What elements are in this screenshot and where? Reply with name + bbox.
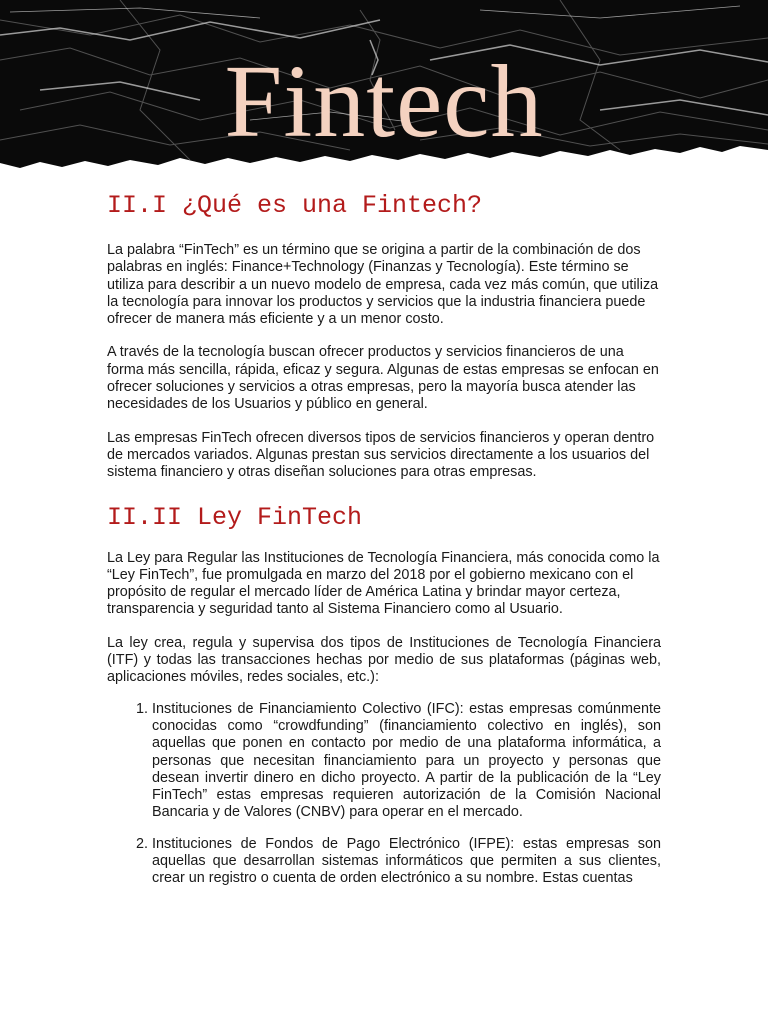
section-heading-what-is-fintech: II.I ¿Qué es una Fintech?	[107, 191, 483, 220]
paragraph: Las empresas FinTech ofrecen diversos tipos de servicios financieros y operan dentro de mercados variados. Algunas prestan sus servicios directamente a los usuarios del sistema financiero y otras diseñan soluciones para otras empresas.	[107, 429, 655, 481]
header-banner	[0, 0, 768, 185]
itf-types-list	[107, 701, 661, 888]
document-body	[107, 190, 661, 888]
banner-title: Fintech	[224, 44, 544, 159]
section-heading-ley-fintech: II.II Ley FinTech	[107, 502, 363, 532]
paragraph: A través de la tecnología buscan ofrecer productos y servicios financieros de una forma más sencilla, rápida, eficaz y segura. Algunas de estas empresas se enfocan en ofrecer soluciones y servicios a otras empresas, pero la mayoría busca atender las necesidades de los Usuarios y público en general.	[107, 344, 659, 413]
paragraph: La Ley para Regular las Instituciones de Tecnología Financiera, más conocida como la “Ley FinTech”, fue promulgada en marzo del 2018 por el gobierno mexicano con el propósito de regular el mercado líder de América Latina y brindar mayor certeza, transparencia y seguridad tanto al Sistema Financiero como al Usuario.	[107, 549, 660, 618]
list-item: 1. Instituciones de Financiamiento Colectivo (IFC): estas empresas comúnmente conocidas como “crowdfunding” (financiamiento colectivo en inglés), son aquellas que ponen en contacto por medio de una plataforma informática, a personas que necesitan financiamiento para un proyecto y personas que desean invertir dinero en dicho proyecto. A partir de la publicación de la “Ley FinTech” estas empresas requieren autorización de la Comisión Nacional Bancaria y de Valores (CNBV) para operar en el mercado.	[152, 701, 661, 822]
list-item: 2. Instituciones de Fondos de Pago Electrónico (IFPE): estas empresas son aquellas que desarrollan sistemas informáticos que permiten a sus clientes, crear un registro o cuenta de orden electrónico a su nombre. Estas cuentas	[152, 836, 661, 888]
paragraph: La ley crea, regula y supervisa dos tipos de Instituciones de Tecnología Financiera (ITF) y todas las transacciones hechas por medio de sus plataformas (páginas web, aplicaciones móviles, redes sociales, etc.):	[107, 634, 661, 686]
paragraph: La palabra “FinTech” es un término que se origina a partir de la combinación de dos palabras en inglés: Finance+Technology (Finanzas y Tecnología). Este término se utiliza para describir a un nuevo modelo de empresa, cada vez más común, que utiliza la tecnología para innovar los productos y servicios que la industria financiera puede ofrecer de manera más eficiente y a un menor costo.	[107, 242, 659, 328]
